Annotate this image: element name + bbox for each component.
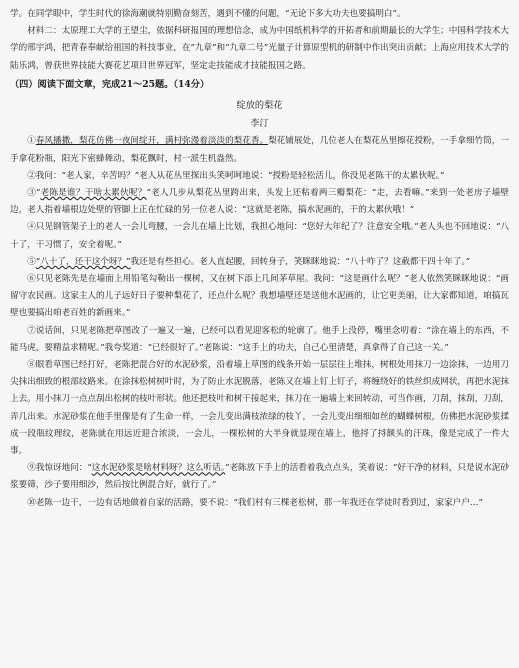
article-body: [10, 133, 509, 511]
article-author: 李汀: [250, 118, 269, 130]
article-paragraph-2: ②我问：“老人家，辛苦吗？”老人从花丛里探出头笑呵呵地说：“授粉是轻松活儿，你没见老陈干的太累伙呢。”: [27, 170, 445, 181]
article-paragraph-9: ⑨我惊讶地问：“这水泥砂浆是啥材料呀？这么听话。”老陈放下手上的活看着我点点头，笑着说：“好干净的材料，只是说水泥砂浆要筛，沙子要用细沙，然后按比例混合好，就行了。”: [10, 463, 509, 491]
article-paragraph-1: ①春风播撒，梨花仿佛一夜间绽开，满村弥漫着淡淡的梨花香。梨花铺展处，几位老人在梨花丛里擦花授粉，一手拿细竹筒，一手拿花粉瓶，阳光下密蜂舞动，梨花飘时，村一派生机盎然。: [10, 136, 509, 164]
section-heading: （四）阅读下面文章，完成21～25题。（14分）: [10, 78, 210, 90]
top-paragraph-2: 材料二：太原理工大学的王望尘，依据科研报国的理想信念，成为中国纸机科学的开拓者和前期最长的大学生；中国科学技术大学的邢宇鸿，把青春奉献给祖国的科技事业，在“九章”和“九章二号”光量子计算原型机的研制中作出突出贡献；上海应用技术大学的陆乐鸿，曾获世界技能大赛花艺项目世界冠军，坚定走技能成才技能报国之路。: [10, 26, 509, 71]
article-paragraph-4: ④只见钢管架子上的老人一会儿弯腰，一会儿在墙上比划，我担心地问：“您好大年纪了？注意安全哦。”老人头也不回地说：“八十了，干习惯了，安全着呢。”: [10, 222, 509, 250]
article-paragraph-7: ⑦说话间，只见老陈把草图改了一遍又一遍，已经可以看见迎客松的轮廓了。他手上没停，嘴里念叨着：“涂在墙上的东西，不能马虎，要精益求精呢。”我夸奖道：“已经很好了。”老陈说：“这手上的功夫，自己心里清楚，真拿得了自己这一关。”: [10, 325, 509, 353]
article-paragraph-10: ⑩老陈一边干，一边有话地做着自家的活路，要不说：“我们村有三棵老松树，那一年我还在学徒时看到过，家家户户…”: [27, 497, 483, 508]
article-paragraph-3: ③“老陈是谁？干啥太累伙呢？”老人几步从梨花丛里跨出来，头发上还粘着两三瓣梨花：“走，去看嘛。”来到一处老房子墙壁边，老人指着墙根边处壁的管脚上正在忙碌的另一位老人说：“这就是老陈，搞水泥画的，干的太累伙哦！”: [10, 188, 509, 216]
article-paragraph-8: ⑧眼看草图已经打好，老陈把混合好的水泥砂浆，沿着墙上草图的线条开始一层层往上堆抹，树根处用抹刀一边涂抹，一边用刀尖抹出细致的根部纹路来。在涂抹松树树叶时，为了防止水泥脱落，老陈又在墙上钉上钉子，将缠绕好的铁丝织成网状，再把水泥抹上去。用小抹刀一点点刮出松树的枝叶形状。他还把枝叶和树干接起来，抹刀在一遍墙上来回转动，可当作画，刀刮，抹刮，刀刮，弄几出来。水泥砂浆在他手里像是有了生命一样，一会儿变出满枝浓绿的枝丫，一会儿变出细细如丝的蝴蝶树根，仿佛把水泥砂浆揉成一段瓶纹理纹，老陈就在用远近迎合浓淡，一会儿，一棵松树的大半身就显现在墙上，他捋了捋额头的汗珠，像是完成了一件大事。: [10, 360, 509, 457]
article-paragraph-5: ⑤“八十了，还干这个呀？”我还是有些担心。老人直起腰，回转身子，笑眯眯地说：“八十咋了？这截都干四十年了。”: [27, 256, 471, 267]
top-material: [10, 6, 509, 75]
article-paragraph-6: ⑥只见老陈先是在墙面上用铅笔勾勒出一棵树，又在树下添上几间茅草屋。我问：“这是画什么呢？”老人依然笑眯眯地说：“画留守农民画。这家主人的儿子远好日子要种梨花了，还点什么呢？我想墙壁还是送他水泥画的，让它更美丽，让大家都知道，咱搞瓦壁也要搞出咱老百姓的新画来。”: [10, 274, 509, 319]
article-title: 绽放的梨花: [236, 100, 283, 112]
top-paragraph-1: 学。在同学眼中，学生时代的徐海潮就特别勤奋刻苦，遇到不懂的问题，“无论下多大功夫也要搞明白”。: [10, 9, 406, 19]
